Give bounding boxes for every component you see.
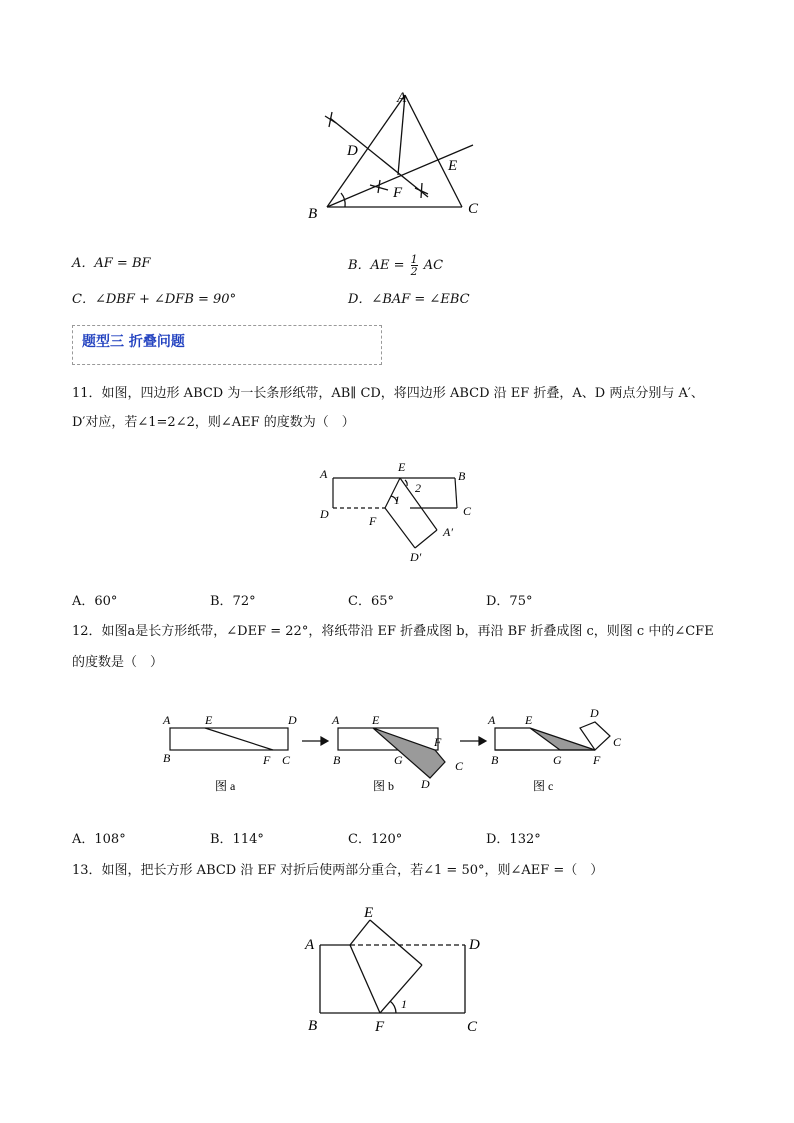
fig13-label-F: F (375, 1019, 385, 1035)
figa-label-F: F (263, 753, 271, 767)
fraction-denominator: 2 (410, 265, 418, 278)
q12-text-line1: 12．如图a是长方形纸带，∠DEF = 22°，将纸带沿 EF 折叠成图 b，再沿 BF 折叠成图 c，则图 c 中的∠CFE (72, 624, 714, 639)
figc-label-G: G (553, 753, 562, 767)
figb-label-B: B (333, 753, 341, 767)
figb-label-A: A (332, 713, 340, 727)
figa-caption: 图 a (215, 779, 236, 793)
q12-option-c[interactable]: C．120° (348, 832, 403, 847)
q11-text-line2: D′对应，若∠1=2∠2，则∠AEF 的度数为（ ） (72, 415, 355, 430)
q10-option-b[interactable] (348, 254, 443, 277)
figc-label-C: C (613, 735, 622, 749)
figb-label-C: C (455, 759, 464, 773)
q10-option-a[interactable]: A．AF = BF (72, 256, 151, 271)
fig13-label-1: 1 (401, 997, 407, 1011)
figa-label-B: B (163, 751, 171, 765)
figb-label-G: G (394, 753, 403, 767)
fig11-label-2: 2 (415, 481, 421, 495)
q11-option-b[interactable]: B．72° (210, 594, 256, 609)
fraction-numerator: 1 (410, 253, 418, 266)
figure-q11-fold (315, 458, 475, 568)
fig11-label-F: F (369, 514, 377, 528)
fig11-label-E: E (398, 460, 406, 474)
fig11-label-D: D (320, 507, 329, 521)
fig11-label-A-prime: A′ (443, 525, 453, 539)
fig10-label-F: F (393, 185, 403, 201)
section-title: 题型三 折叠问题 (82, 334, 185, 350)
figa-label-D: D (288, 713, 297, 727)
q12-option-b[interactable]: B．114° (210, 832, 264, 847)
figc-caption: 图 c (533, 779, 554, 793)
figc-label-F: F (593, 753, 601, 767)
fig10-label-C: C (468, 201, 479, 217)
fig11-label-B: B (458, 469, 466, 483)
figc-label-B: B (491, 753, 499, 767)
fig11-label-C: C (463, 504, 472, 518)
figure-q13-fold (300, 898, 500, 1038)
fig10-label-A: A (397, 90, 407, 106)
figb-caption: 图 b (373, 779, 395, 793)
figa-label-E: E (205, 713, 213, 727)
figb-label-E: E (372, 713, 380, 727)
q11-option-c[interactable]: C．65° (348, 594, 394, 609)
figc-label-E: E (525, 713, 533, 727)
figa-label-A: A (163, 713, 171, 727)
q10-option-b-prefix: B．AE = (348, 258, 405, 273)
q11-text-line1: 11．如图，四边形 ABCD 为一长条形纸带，AB∥ CD，将四边形 ABCD 沿 EF 折叠，A、D 两点分别与 A′、 (72, 386, 704, 401)
q10-option-b-suffix: AC (423, 258, 444, 273)
q12-option-d[interactable]: D．132° (486, 832, 541, 847)
q13-text-line1: 13．如图，把长方形 ABCD 沿 EF 对折后使两部分重合，若∠1 = 50°，则∠AEF =（ ） (72, 863, 604, 878)
fig10-label-D: D (347, 143, 358, 159)
fig10-label-E: E (448, 158, 458, 174)
fig13-label-C: C (467, 1019, 478, 1035)
fig13-label-D: D (469, 937, 480, 953)
q10-option-c[interactable]: C．∠DBF + ∠DFB = 90° (72, 292, 237, 307)
figure-q10-triangle (300, 80, 500, 225)
fig13-label-B: B (308, 1018, 318, 1034)
figb-label-F: F (434, 735, 442, 749)
figc-label-D: D (590, 706, 599, 720)
fig11-label-1: 1 (394, 493, 400, 507)
figure-q12-folds (155, 700, 635, 800)
q12-text-line2: 的度数是（ ） (72, 655, 164, 670)
figb-label-D: D (421, 777, 430, 791)
q10-option-d[interactable]: D．∠BAF = ∠EBC (348, 292, 470, 307)
figa-label-C: C (282, 753, 291, 767)
fig13-label-A: A (305, 937, 315, 953)
q12-option-a[interactable]: A．108° (72, 832, 126, 847)
fig11-label-D-prime: D′ (410, 550, 422, 564)
fig10-label-B: B (308, 206, 318, 222)
q11-option-d[interactable]: D．75° (486, 594, 533, 609)
fig11-label-A: A (320, 467, 328, 481)
fig13-label-E: E (364, 905, 374, 921)
q11-option-a[interactable]: A．60° (72, 594, 118, 609)
figc-label-A: A (488, 713, 496, 727)
